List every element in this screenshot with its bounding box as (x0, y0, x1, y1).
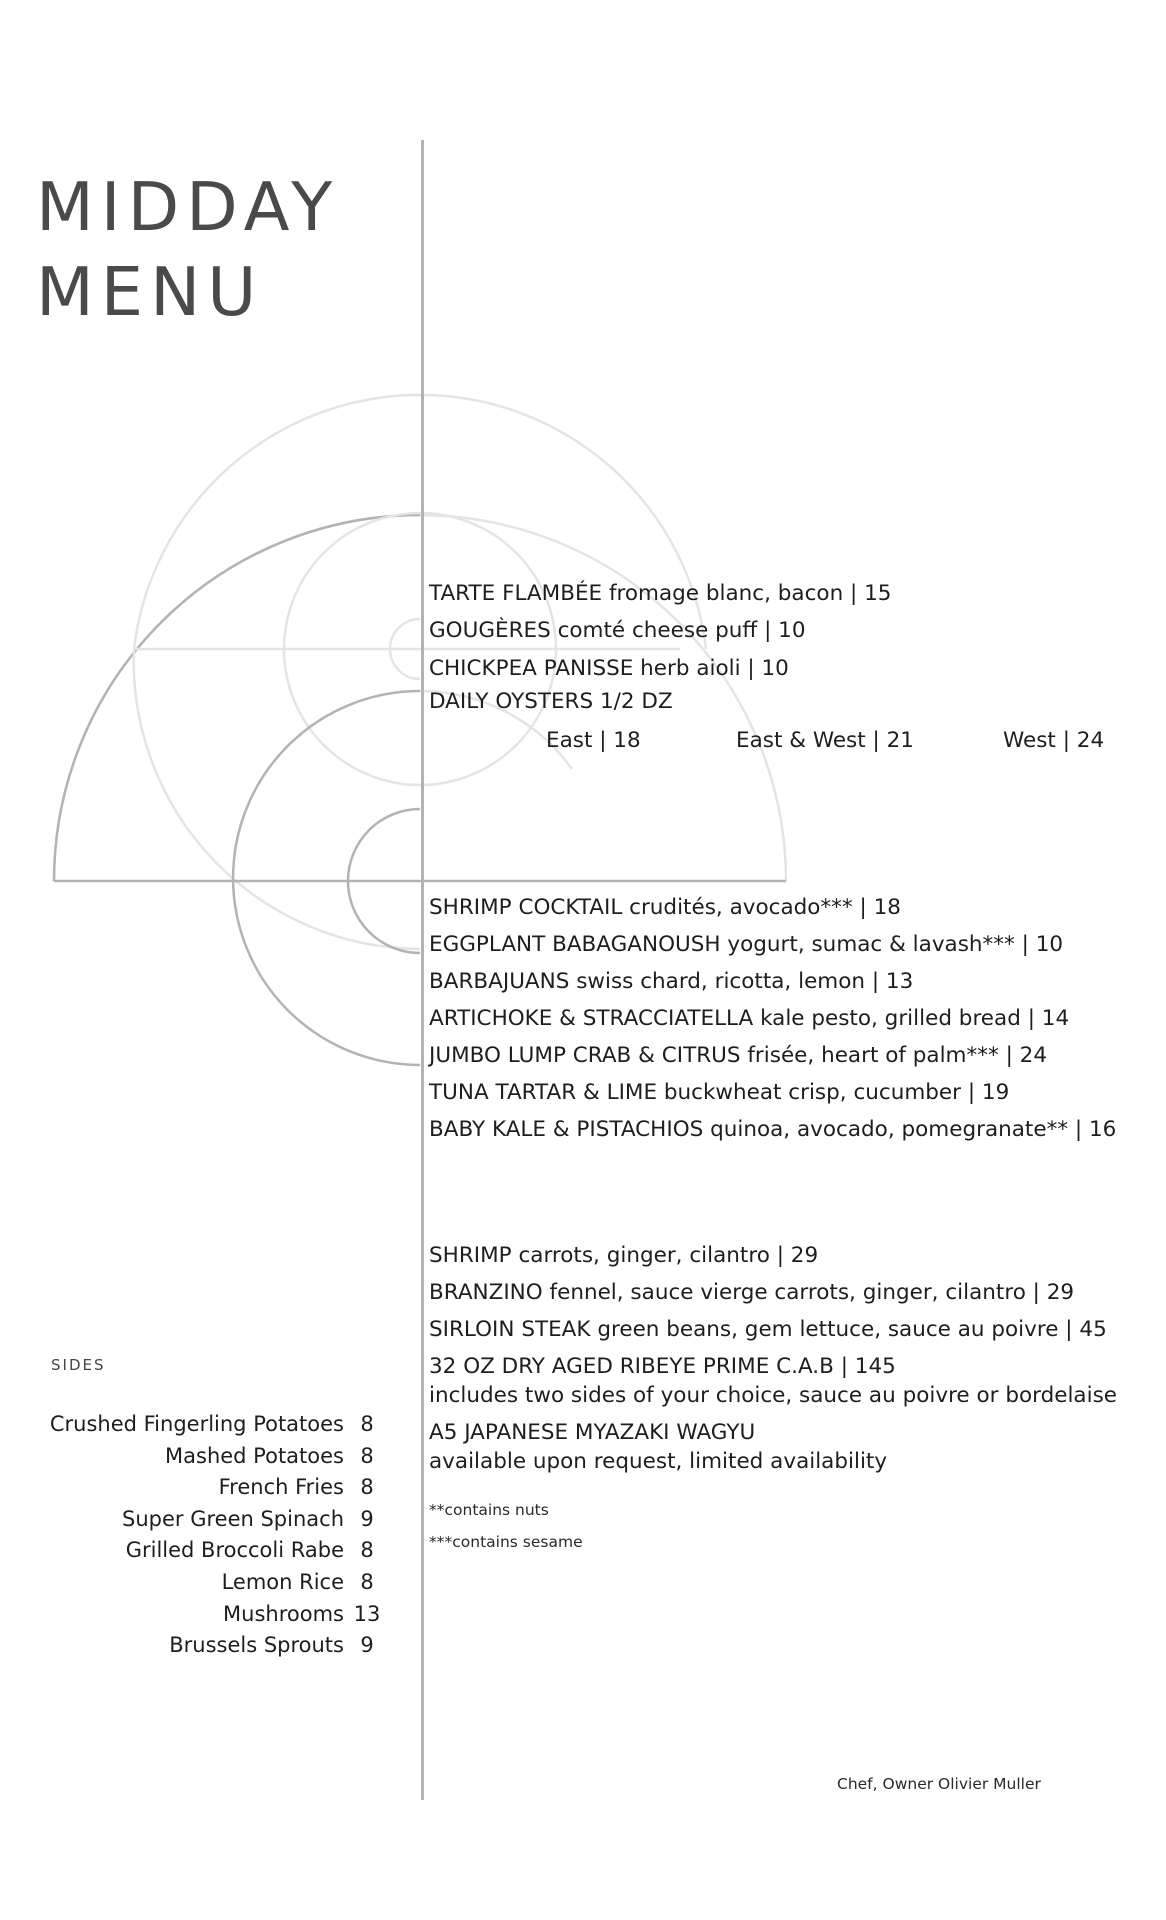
menu-item-shrimp: SHRIMP carrots, ginger, cilantro | 29 (429, 1243, 819, 1268)
side-name: Grilled Broccoli Rabe (125, 1538, 344, 1563)
side-price: 8 (360, 1475, 374, 1500)
menu-item-baby-kale: BABY KALE & PISTACHIOS quinoa, avocado, pomegranate** | 16 (429, 1117, 1117, 1142)
side-name: Crushed Fingerling Potatoes (49, 1412, 344, 1436)
side-price: 8 (360, 1412, 374, 1436)
menu-item-ribeye: 32 OZ DRY AGED RIBEYE PRIME C.A.B | 145 (429, 1354, 896, 1379)
menu-item-branzino: BRANZINO fennel, sauce vierge carrots, ginger, cilantro | 29 (429, 1280, 1075, 1305)
menu-item-wagyu-description: available upon request, limited availability (429, 1449, 888, 1474)
menu-item-eggplant-babaganoush: EGGPLANT BABAGANOUSH yogurt, sumac & lavash*** | 10 (429, 932, 1064, 957)
side-price: 9 (360, 1633, 374, 1658)
side-price: 13 (353, 1601, 381, 1626)
menu-item-sirloin-steak: SIRLOIN STEAK green beans, gem lettuce, sauce au poivre | 45 (429, 1317, 1107, 1342)
side-item (30, 1630, 390, 1662)
menu-item-tarte-flambee: TARTE FLAMBÉE fromage blanc, bacon | 15 (429, 581, 892, 606)
note-contains-sesame: ***contains sesame (429, 1533, 583, 1551)
side-price: 8 (360, 1569, 374, 1594)
menu-item-ribeye-description: includes two sides of your choice, sauce au poivre or bordelaise (429, 1383, 1118, 1408)
oyster-east: East | 18 (546, 728, 641, 753)
side-name: Lemon Rice (221, 1569, 344, 1594)
side-item (30, 1599, 390, 1631)
note-contains-nuts: **contains nuts (429, 1501, 549, 1519)
side-item (30, 1567, 390, 1599)
chef-credit: Chef, Owner Olivier Muller (837, 1775, 1041, 1793)
side-item (30, 1472, 390, 1504)
menu-item-daily-oysters: DAILY OYSTERS 1/2 DZ (429, 689, 673, 714)
side-price: 8 (360, 1538, 374, 1563)
side-name: French Fries (218, 1475, 344, 1500)
sides-list (30, 1409, 390, 1662)
side-item (30, 1504, 390, 1536)
side-name: Brussels Sprouts (169, 1633, 344, 1658)
side-item (30, 1409, 390, 1441)
menu-item-wagyu: A5 JAPANESE MYAZAKI WAGYU (429, 1420, 756, 1445)
menu-item-gougeres: GOUGÈRES comté cheese puff | 10 (429, 618, 806, 643)
menu-title-line-1: MIDDAY (36, 168, 340, 246)
sides-heading: SIDES (51, 1356, 106, 1374)
oyster-east-west: East & West | 21 (736, 728, 914, 753)
side-name: Mashed Potatoes (165, 1443, 344, 1468)
vertical-divider (421, 140, 424, 1800)
menu-title-line-2: MENU (36, 253, 264, 331)
oyster-west: West | 24 (1003, 728, 1105, 753)
menu-item-artichoke-stracciatella: ARTICHOKE & STRACCIATELLA kale pesto, grilled bread | 14 (429, 1006, 1070, 1031)
menu-item-shrimp-cocktail: SHRIMP COCKTAIL crudités, avocado*** | 18 (429, 895, 901, 920)
side-item (30, 1535, 390, 1567)
menu-item-jumbo-lump-crab: JUMBO LUMP CRAB & CITRUS frisée, heart of palm*** | 24 (429, 1043, 1048, 1068)
menu-item-barbajuans: BARBAJUANS swiss chard, ricotta, lemon | 13 (429, 969, 914, 994)
side-price: 8 (360, 1443, 374, 1468)
menu-item-chickpea-panisse: CHICKPEA PANISSE herb aioli | 10 (429, 656, 789, 681)
side-item (30, 1441, 390, 1473)
side-name: Super Green Spinach (122, 1506, 344, 1531)
side-name: Mushrooms (223, 1601, 344, 1626)
menu-item-tuna-tartar: TUNA TARTAR & LIME buckwheat crisp, cucumber | 19 (429, 1080, 1010, 1105)
side-price: 9 (360, 1506, 374, 1531)
